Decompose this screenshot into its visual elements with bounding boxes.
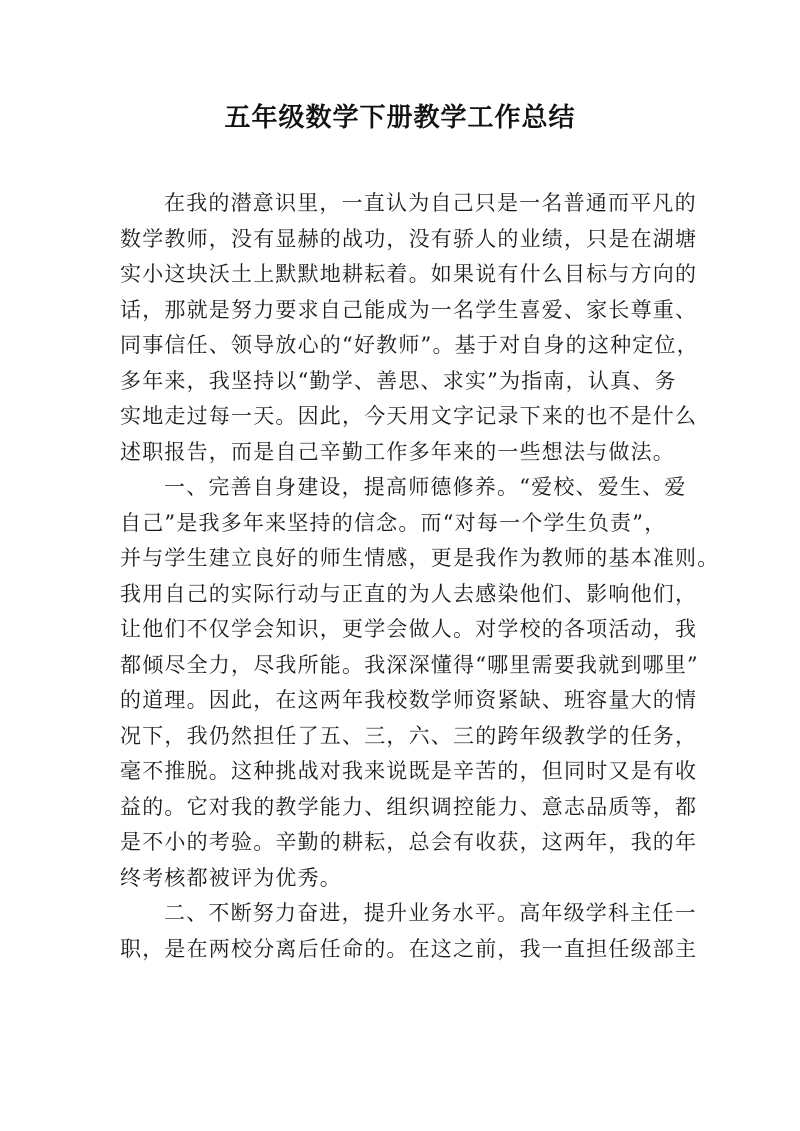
paragraph-2-line-5: 让他们不仅学会知识，更学会做人。对学校的各项活动，我: [120, 617, 698, 641]
paragraph-1-line-1: 在我的潜意识里，一直认为自己只是一名普通而平凡的: [164, 191, 697, 215]
paragraph-1-line-4: 话，那就是努力要求自己能成为一名学生喜爱、家长尊重、: [120, 297, 698, 322]
paragraph-2-line-1: 一、完善自身建设，提高师德修养。“爱校、爱生、爱: [164, 475, 687, 499]
paragraph-2-line-7: 的道理。因此，在这两年我校数学师资紧缺、班容量大的情: [120, 688, 698, 712]
paragraph-2-line-9: 毫不推脱。这种挑战对我来说既是辛苦的，但同时又是有收: [120, 759, 698, 783]
paragraph-2-line-4: 我用自己的实际行动与正直的为人去感染他们、影响他们，: [120, 581, 698, 606]
paragraph-3-line-2: 职，是在两校分离后任命的。在这之前，我一直担任级部主: [120, 936, 698, 961]
paragraph-2-line-10: 益的。它对我的教学能力、组织调控能力、意志品质等，都: [120, 794, 698, 819]
paragraph-2-line-12: 终考核都被评为优秀。: [120, 865, 342, 890]
document-body: [120, 186, 720, 967]
paragraph-2-line-6: 都倾尽全力，尽我所能。我深深懂得“哪里需要我就到哪里”: [120, 652, 699, 677]
paragraph-1-line-7: 实地走过每一天。因此，今天用文字记录下来的也不是什么: [120, 404, 698, 428]
paragraph-3-line-1: 二、不断努力奋进，提升业务水平。高年级学科主任一: [164, 901, 697, 925]
paragraph-1-line-6: 多年来，我坚持以“勤学、善思、求实”为指南，认真、务: [120, 368, 677, 393]
paragraph-2-line-8: 况下，我仍然担任了五、三，六、三的跨年级教学的任务，: [120, 723, 698, 748]
paragraph-2-line-3: 并与学生建立良好的师生情感，更是我作为教师的基本准则。: [120, 546, 720, 570]
paragraph-1-line-8: 述职报告，而是自己辛勤工作多年来的一些想法与做法。: [120, 439, 675, 464]
paragraph-1-line-3: 实小这块沃土上默默地耕耘着。如果说有什么目标与方向的: [120, 262, 698, 286]
paragraph-1-line-2: 数学教师，没有显赫的战功，没有骄人的业绩，只是在湖塘: [120, 226, 698, 251]
paragraph-1-line-5: 同事信任、领导放心的“好教师”。基于对自身的这种定位，: [120, 333, 699, 357]
paragraph-2-line-2: 自己”是我多年来坚持的信念。而“对每一个学生负责”，: [120, 510, 667, 535]
document-title: 五年级数学下册教学工作总结: [224, 103, 576, 133]
paragraph-2-line-11: 是不小的考验。辛勤的耕耘，总会有收获，这两年，我的年: [120, 830, 698, 854]
